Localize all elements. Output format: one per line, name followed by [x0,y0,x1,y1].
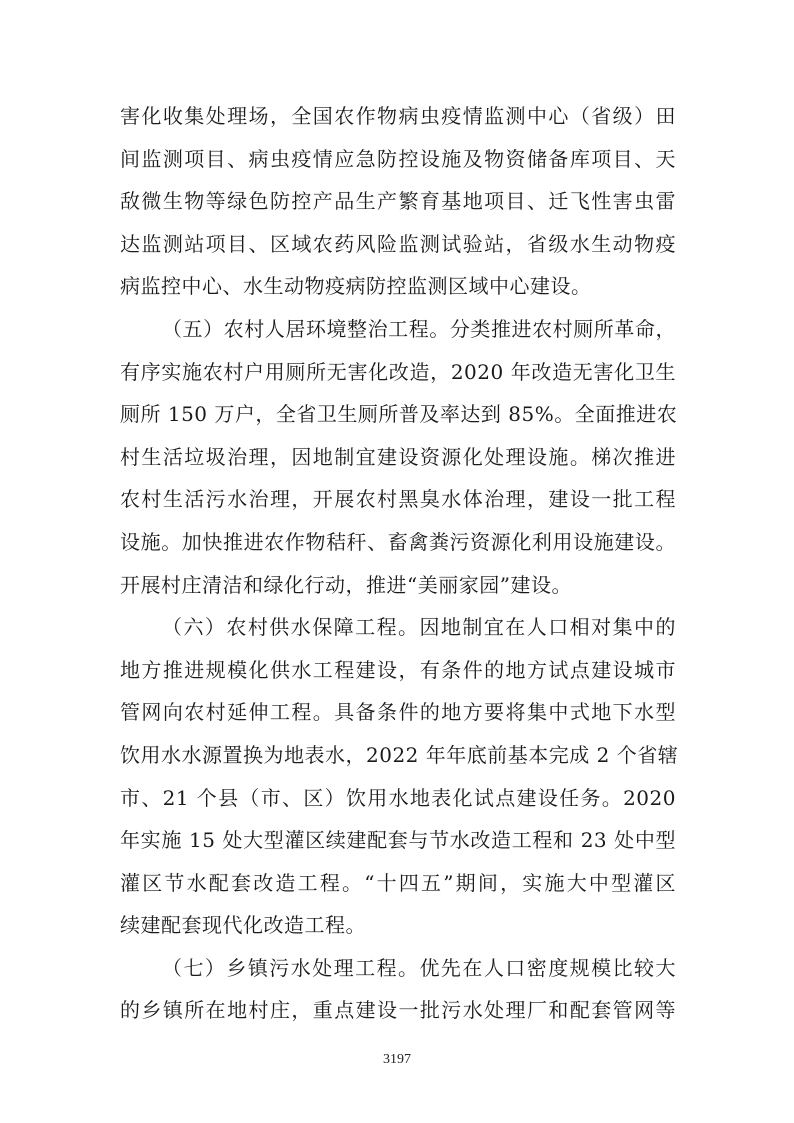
page-number: 3197 [383,1052,411,1067]
text-line: 灌区节水配套改造工程。“十四五”期间，实施大中型灌区 [120,870,676,895]
text-line: 饮用水水源置换为地表水，2022 年年底前基本完成 2 个省辖 [120,742,679,767]
text-line: 间监测项目、病虫疫情应急防控设施及物资储备库项目、天 [120,146,676,171]
text-line: 设施。加快推进农作物秸秆、畜禽粪污资源化利用设施建设。 [120,529,676,554]
text-line: 开展村庄清洁和绿化行动，推进“美丽家园”建设。 [120,572,572,597]
text-line: 市、21 个县（市、区）饮用水地表化试点建设任务。2020 [120,785,676,810]
text-line: 年实施 15 处大型灌区续建配套与节水改造工程和 23 处中型 [120,828,676,853]
text-line: 害化收集处理场，全国农作物病虫疫情监测中心（省级）田 [120,104,676,128]
text-line: 地方推进规模化供水工程建设，有条件的地方试点建设城市 [120,657,676,682]
document-body [120,95,679,1032]
text-line: 管网向农村延伸工程。具备条件的地方要将集中式地下水型 [120,700,676,725]
text-line: 病监控中心、水生动物疫病防控监测区域中心建设。 [120,274,592,299]
text-line: 敌微生物等绿色防控产品生产繁育基地项目、迁飞性害虫雷 [120,189,676,214]
section-heading-line: （六）农村供水保障工程。因地制宜在人口相对集中的 [162,615,676,640]
text-line: 达监测站项目、区域农药风险监测试验站，省级水生动物疫 [120,231,676,256]
text-line: 续建配套现代化改造工程。 [120,913,366,938]
text-line: 有序实施农村户用厕所无害化改造，2020 年改造无害化卫生 [120,359,676,384]
section-heading-line: （五）农村人居环境整治工程。分类推进农村厕所革命， [162,316,676,341]
text-line: 农村生活污水治理，开展农村黑臭水体治理，建设一批工程 [120,487,676,512]
text-line: 厕所 150 万户，全省卫生厕所普及率达到 85%。全面推进农 [120,402,678,427]
text-line: 的乡镇所在地村庄，重点建设一批污水处理厂和配套管网等 [120,998,676,1023]
text-line: 村生活垃圾治理，因地制宜建设资源化处理设施。梯次推进 [120,444,676,469]
section-heading-line: （七）乡镇污水处理工程。优先在人口密度规模比较大 [162,955,676,980]
